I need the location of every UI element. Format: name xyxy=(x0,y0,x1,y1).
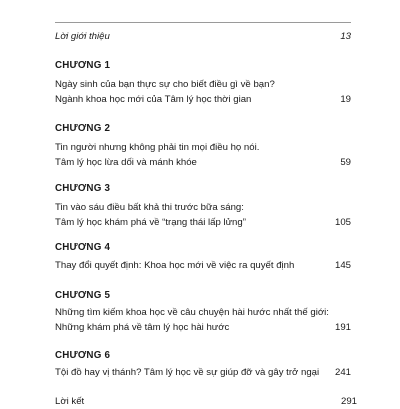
chapter-3-title-line-2: Tâm lý học khám phá về “trạng thái lấp lửng” xyxy=(55,217,246,228)
chapter-2-heading: CHƯƠNG 2 xyxy=(55,123,111,134)
top-divider xyxy=(55,22,351,23)
conclusion-page-number: 291 xyxy=(341,396,358,407)
chapter-3-heading: CHƯƠNG 3 xyxy=(55,183,111,194)
chapter-5-title-line-2: Những khám phá về tâm lý học hài hước xyxy=(55,322,230,333)
chapter-5-page-number: 191 xyxy=(334,322,351,333)
toc-entry-chapter-5[interactable] xyxy=(55,305,351,335)
toc-entry-chapter-4[interactable] xyxy=(55,258,351,273)
chapter-1-heading: CHƯƠNG 1 xyxy=(55,60,111,71)
chapter-2-page-number: 59 xyxy=(340,157,351,168)
chapter-1-title-line-1: Ngày sinh của bạn thực sự cho biết điều gì về bạn? xyxy=(55,79,275,90)
introduction-title: Lời giới thiệu xyxy=(55,31,110,42)
chapter-2-title-line-2: Tâm lý học lừa dối và mánh khóe xyxy=(55,157,197,168)
chapter-4-heading: CHƯƠNG 4 xyxy=(55,242,111,253)
introduction-page-number: 13 xyxy=(340,31,351,42)
toc-entry-chapter-2[interactable] xyxy=(55,140,351,170)
toc-entry-chapter-6[interactable] xyxy=(55,365,351,380)
conclusion-title: Lời kết xyxy=(55,396,85,407)
chapter-6-page-number: 241 xyxy=(334,367,351,378)
chapter-3-title-line-1: Tin vào sáu điều bất khả thi trước bữa sáng: xyxy=(55,202,244,213)
chapter-4-title-line-1: Thay đổi quyết định: Khoa học mới về việc ra quyết định xyxy=(55,260,295,271)
toc-entry-chapter-3[interactable] xyxy=(55,200,351,230)
chapter-6-title-line-1: Tội đồ hay vị thánh? Tâm lý học về sự giúp đỡ và gây trở ngại xyxy=(55,367,320,378)
toc-entry-chapter-1[interactable] xyxy=(55,77,351,107)
chapter-1-title-line-2: Ngành khoa học mới của Tâm lý học thời gian xyxy=(55,94,252,105)
chapter-3-page-number: 105 xyxy=(334,217,351,228)
chapter-4-page-number: 145 xyxy=(334,260,351,271)
chapter-5-heading: CHƯƠNG 5 xyxy=(55,290,111,301)
toc-entry-introduction[interactable] xyxy=(55,29,351,44)
chapter-5-title-line-1: Những tìm kiếm khoa học về câu chuyện hài hước nhất thế giới: xyxy=(55,307,329,318)
chapter-2-title-line-1: Tin người nhưng không phải tin mọi điều họ nói. xyxy=(55,142,260,153)
chapter-1-page-number: 19 xyxy=(340,94,351,105)
toc-entry-conclusion[interactable] xyxy=(55,394,358,409)
chapter-6-heading: CHƯƠNG 6 xyxy=(55,350,111,361)
